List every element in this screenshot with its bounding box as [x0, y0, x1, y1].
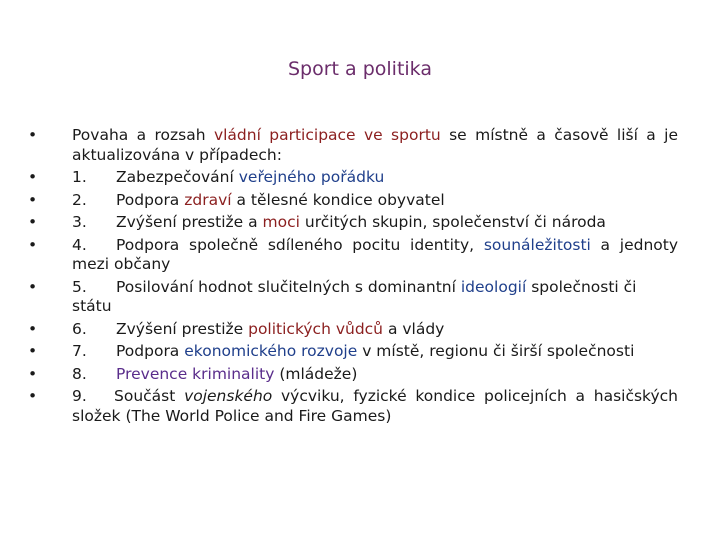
list-item — [28, 387, 678, 426]
list-item — [28, 278, 678, 317]
bullet-icon: • — [28, 277, 38, 296]
item-text: a vlády — [383, 319, 445, 338]
list-item — [28, 320, 678, 340]
item-number: 2. — [72, 190, 87, 209]
item-text: a jednoty mezi občany — [72, 235, 678, 273]
list-item — [28, 236, 678, 275]
highlighted-text: moci — [262, 213, 300, 231]
list-item — [28, 365, 678, 385]
item-text: Povaha a rozsah — [72, 126, 214, 144]
item-text: Podpora společně sdíleného pocitu identity, — [116, 235, 484, 254]
bullet-icon: • — [28, 387, 38, 405]
item-text: Zvýšení prestiže — [116, 319, 249, 338]
item-number: 3. — [72, 213, 87, 231]
highlighted-text: veřejného pořádku — [238, 168, 385, 186]
highlighted-text: sounáležitosti — [483, 235, 591, 254]
item-text: Součást — [114, 387, 185, 405]
bullet-icon: • — [28, 235, 38, 254]
item-text: Podpora — [116, 190, 185, 209]
bullet-list — [28, 126, 678, 426]
item-number: 8. — [72, 364, 87, 383]
slide-content — [28, 126, 678, 429]
item-number: 1. — [72, 168, 87, 186]
highlighted-text: ideologií — [460, 277, 527, 296]
item-text: určitých skupin, společenství či národa — [299, 213, 606, 231]
item-number: 5. — [72, 277, 87, 296]
slide-title: Sport a politika — [287, 58, 432, 80]
item-text: společnosti či státu — [72, 277, 637, 315]
item-text: Posilování hodnot slučitelných s dominantní — [116, 277, 461, 296]
bullet-icon: • — [28, 168, 38, 186]
highlighted-text: politických vůdců — [248, 319, 384, 338]
highlighted-text: zdraví — [184, 190, 232, 209]
list-item — [28, 191, 678, 211]
list-item — [28, 168, 678, 188]
highlighted-text: vládní participace ve sportu — [213, 126, 441, 144]
item-number: 4. — [72, 235, 87, 254]
highlighted-text: vojenského — [184, 387, 273, 405]
item-text: se místně a časově liší a je aktualizována v případech: — [72, 126, 679, 164]
item-text: Zabezpečování — [116, 168, 239, 186]
item-number: 6. — [72, 319, 87, 338]
item-text: a tělesné kondice obyvatel — [231, 190, 445, 209]
item-number: 9. — [72, 387, 87, 405]
bullet-icon: • — [28, 342, 38, 360]
bullet-icon: • — [28, 364, 38, 383]
highlighted-text: ekonomického rozvoje — [184, 342, 358, 360]
bullet-icon: • — [28, 213, 38, 231]
bullet-icon: • — [28, 190, 38, 209]
bullet-icon: • — [28, 319, 38, 338]
list-item — [28, 126, 678, 165]
item-text: (mládeže) — [274, 364, 358, 383]
item-text: v místě, regionu či širší společnosti — [357, 342, 635, 360]
item-text: Podpora — [116, 342, 185, 360]
item-text: výcviku, fyzické kondice policejních a hasičských složek (The World Police and Fire Games) — [72, 387, 678, 425]
item-number: 7. — [72, 342, 87, 360]
list-item — [28, 342, 678, 362]
highlighted-text: Prevence kriminality — [116, 364, 275, 383]
bullet-icon: • — [28, 126, 38, 144]
item-text: Zvýšení prestiže a — [116, 213, 263, 231]
list-item — [28, 213, 678, 233]
